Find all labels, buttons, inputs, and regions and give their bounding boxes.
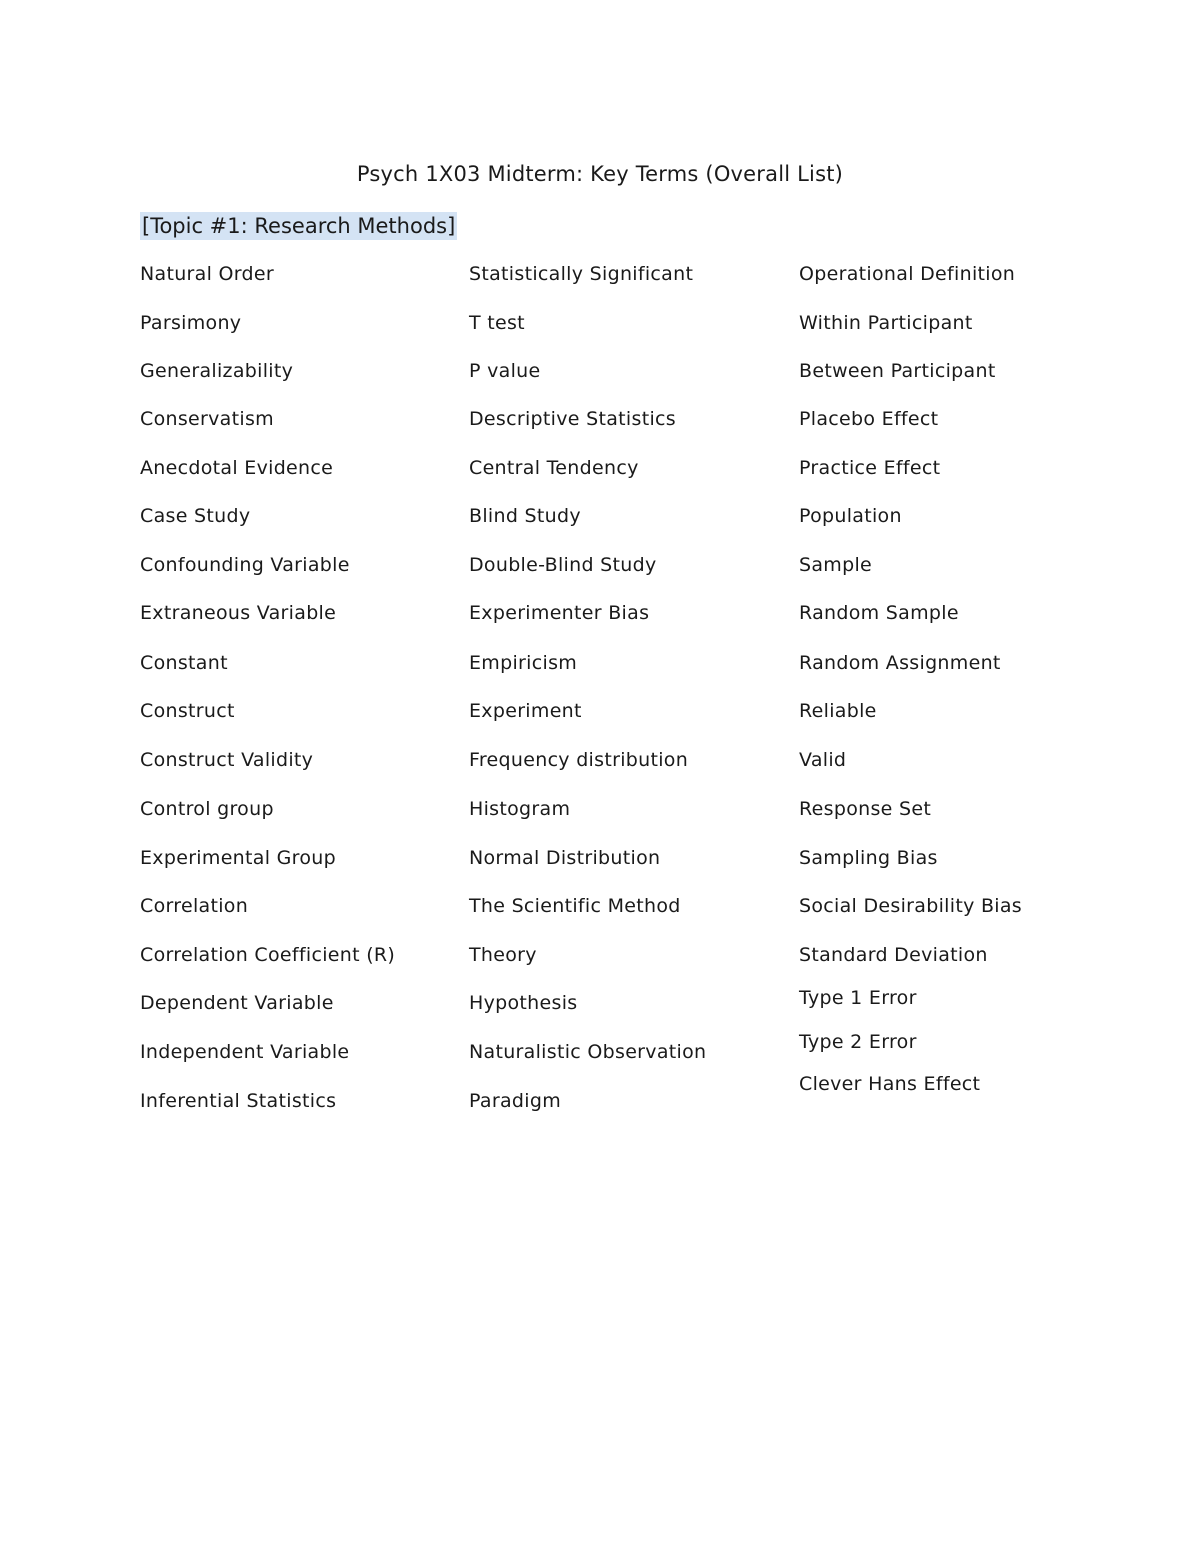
key-term: Blind Study: [469, 505, 581, 527]
key-term: Within Participant: [799, 312, 973, 334]
key-term: Independent Variable: [140, 1041, 350, 1063]
key-term: Naturalistic Observation: [469, 1041, 707, 1063]
key-term: Inferential Statistics: [140, 1090, 337, 1112]
key-term: Parsimony: [140, 312, 242, 334]
key-term: Generalizability: [140, 360, 294, 382]
key-term: Practice Effect: [799, 457, 941, 479]
key-term: Descriptive Statistics: [469, 408, 676, 430]
key-term: Dependent Variable: [140, 992, 334, 1014]
key-term: Random Assignment: [799, 652, 1001, 674]
key-term: Confounding Variable: [140, 554, 350, 576]
key-term: Experimenter Bias: [469, 602, 650, 624]
topic-heading: [Topic #1: Research Methods]: [142, 214, 456, 238]
key-term: T test: [469, 312, 525, 334]
key-term: Type 2 Error: [799, 1031, 917, 1053]
key-term: Construct Validity: [140, 749, 314, 771]
key-term: Reliable: [799, 700, 877, 722]
key-term: Correlation: [140, 895, 249, 917]
key-term: Sampling Bias: [799, 847, 938, 869]
key-term: Experiment: [469, 700, 582, 722]
key-term: Construct: [140, 700, 235, 722]
key-term: Paradigm: [469, 1090, 562, 1112]
key-term: Anecdotal Evidence: [140, 457, 334, 479]
key-term: Response Set: [799, 798, 932, 820]
key-term: Correlation Coefficient (R): [140, 944, 396, 966]
key-term: Frequency distribution: [469, 749, 689, 771]
key-term: Clever Hans Effect: [799, 1073, 981, 1095]
key-term: Extraneous Variable: [140, 602, 337, 624]
key-term: Hypothesis: [469, 992, 578, 1014]
key-term: Population: [799, 505, 902, 527]
key-term: Natural Order: [140, 263, 275, 285]
key-term: Statistically Significant: [469, 263, 694, 285]
key-term: Case Study: [140, 505, 251, 527]
key-term: Random Sample: [799, 602, 959, 624]
key-term: Standard Deviation: [799, 944, 988, 966]
key-term: Normal Distribution: [469, 847, 661, 869]
key-term: P value: [469, 360, 541, 382]
key-term: Placebo Effect: [799, 408, 939, 430]
key-term: Operational Definition: [799, 263, 1016, 285]
key-term: Valid: [799, 749, 847, 771]
key-term: The Scientific Method: [469, 895, 681, 917]
key-term: Double-Blind Study: [469, 554, 657, 576]
key-term: Empiricism: [469, 652, 578, 674]
key-term: Histogram: [469, 798, 571, 820]
document-title: Psych 1X03 Midterm: Key Terms (Overall List): [356, 162, 844, 186]
key-term: Central Tendency: [469, 457, 639, 479]
key-term: Constant: [140, 652, 228, 674]
key-term: Sample: [799, 554, 873, 576]
key-term: Theory: [469, 944, 537, 966]
key-term: Control group: [140, 798, 274, 820]
key-term: Type 1 Error: [799, 987, 917, 1009]
key-term: Between Participant: [799, 360, 996, 382]
key-term: Experimental Group: [140, 847, 336, 869]
key-term: Social Desirability Bias: [799, 895, 1023, 917]
key-term: Conservatism: [140, 408, 274, 430]
